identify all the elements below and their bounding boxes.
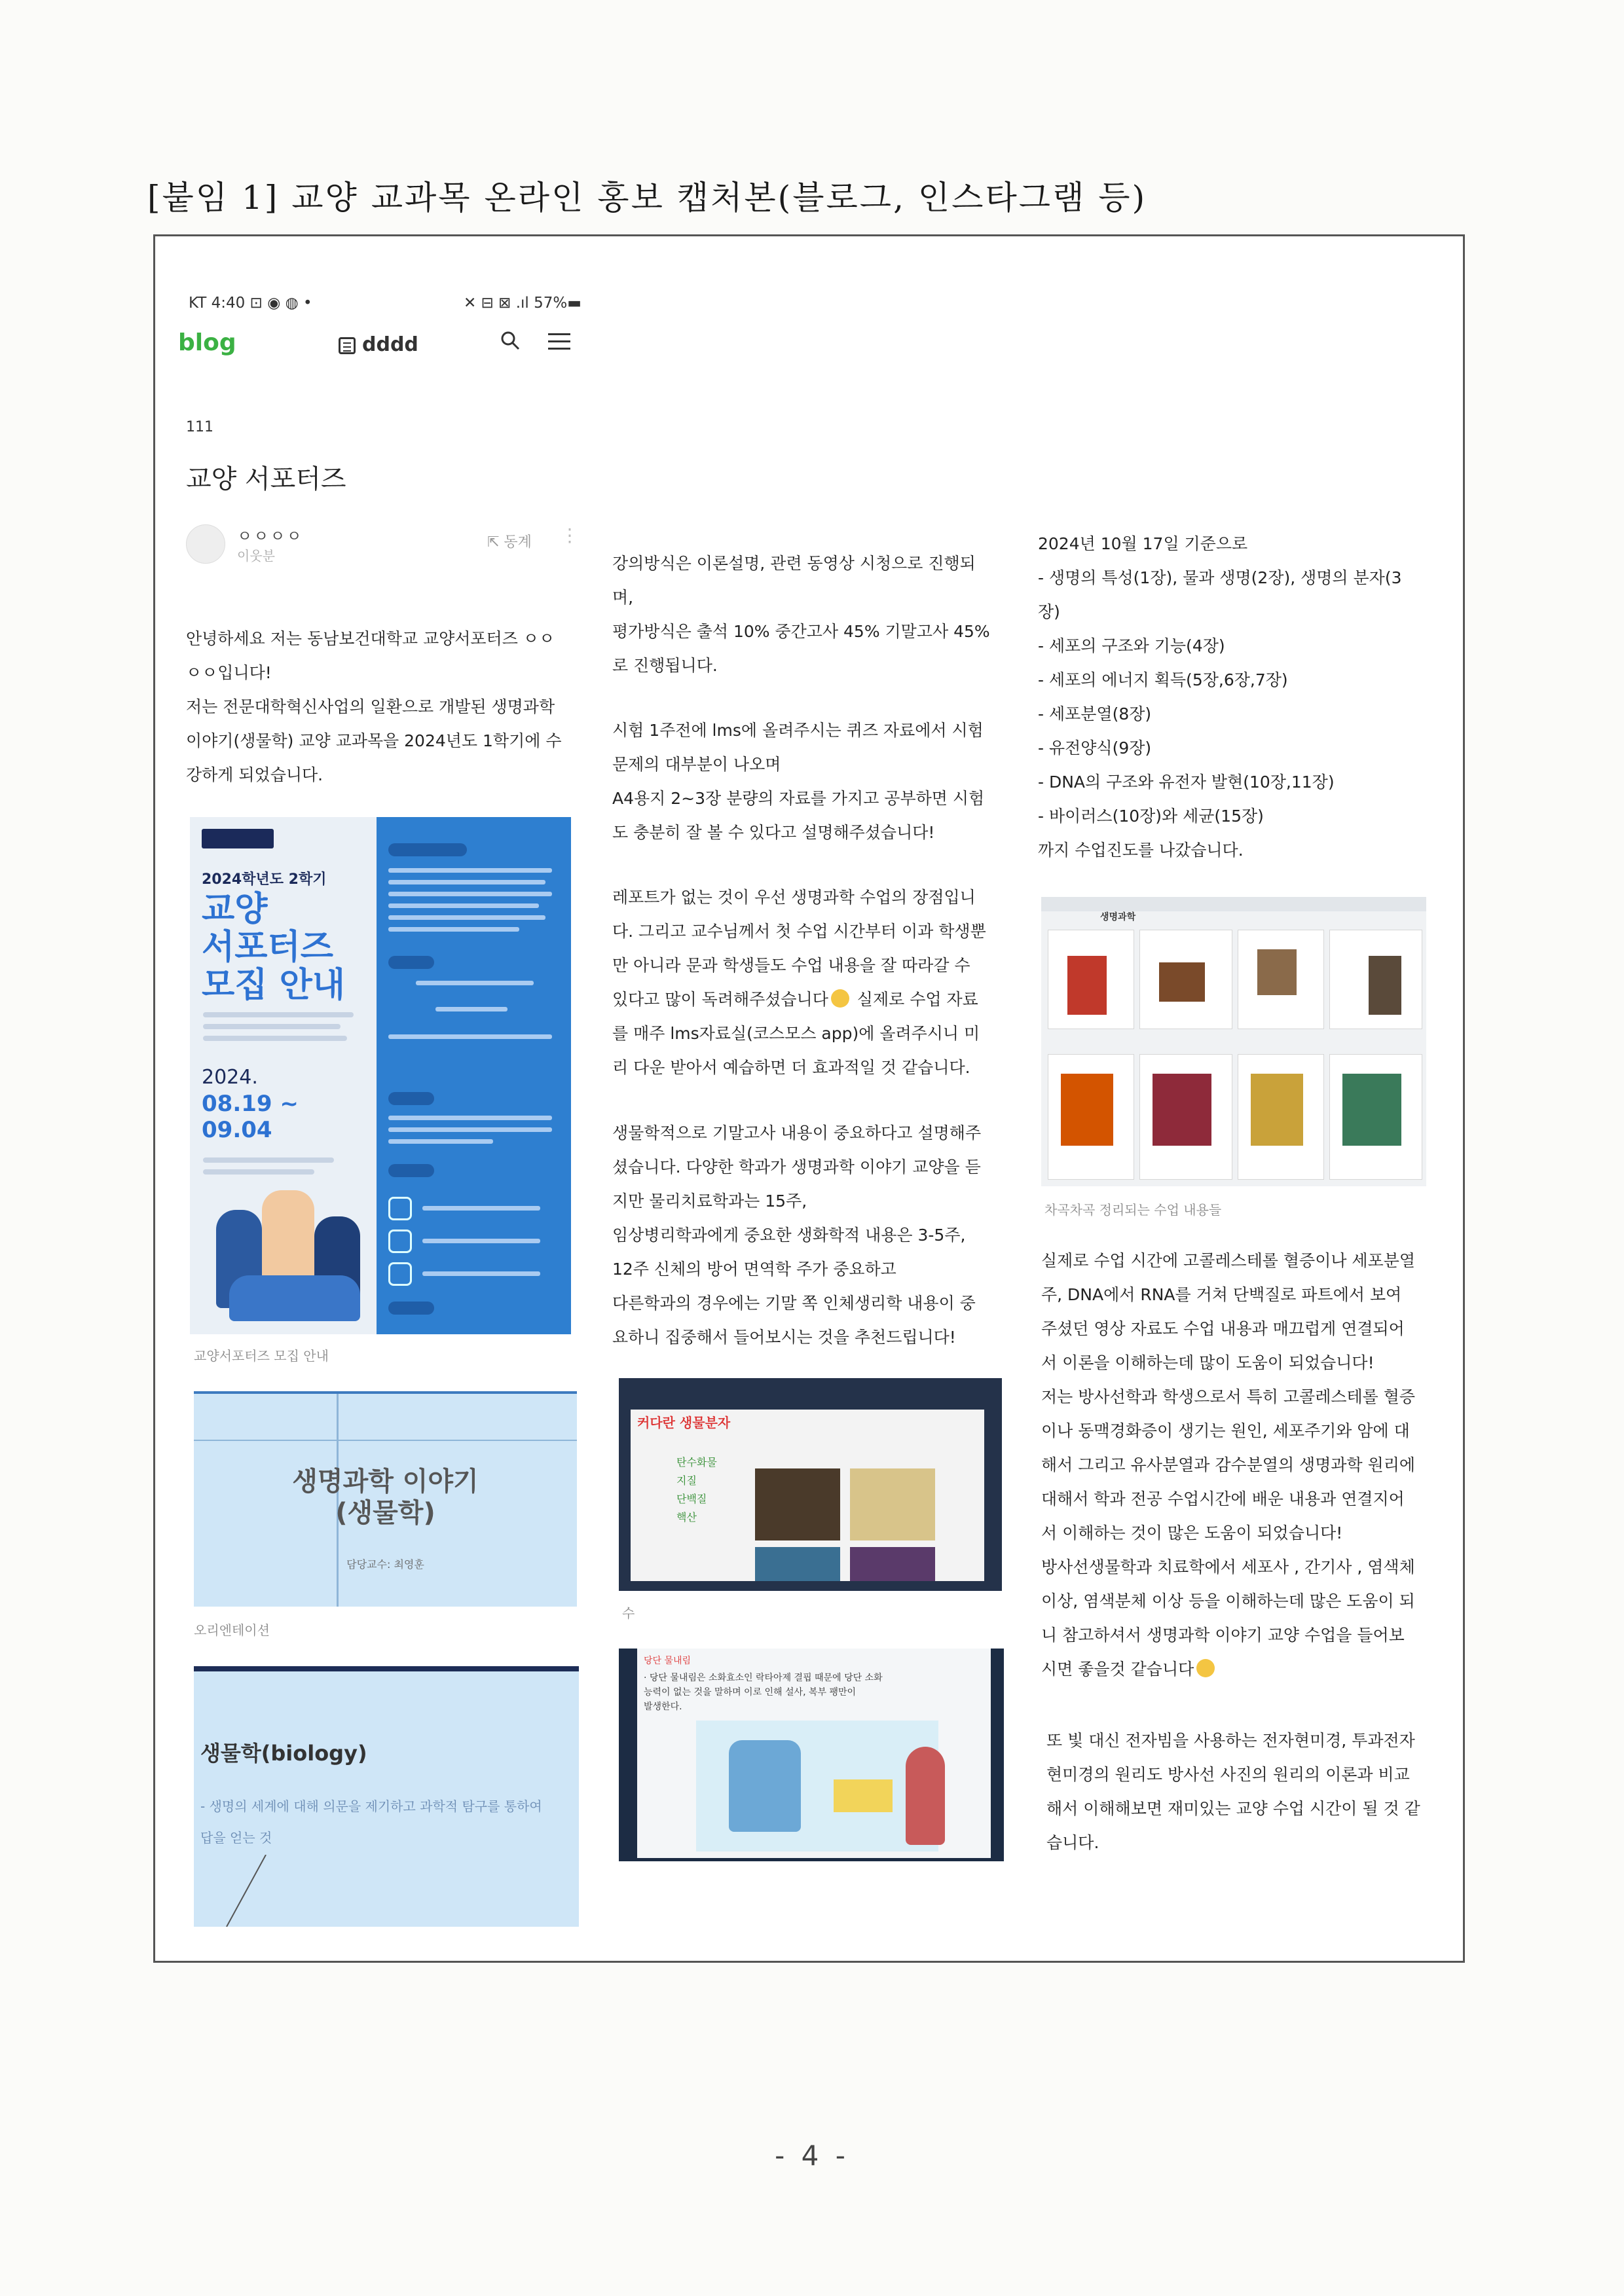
text-line: 방사선생물학과 치료학에서 세포사 , 간기사 , 염색체: [1041, 1558, 1415, 1576]
text-line: 로 진행됩니다.: [612, 656, 718, 675]
slide-body-line: 답을 얻는 것: [200, 1830, 272, 1846]
text-line: 를 매주 lms자료실(코스모스 app)에 올려주시니 미: [612, 1024, 980, 1043]
more-options-icon[interactable]: ⋮: [561, 524, 579, 546]
poster-term: 2024학년도 2학기: [202, 871, 327, 888]
document-heading: [붙임 1] 교양 교과목 온라인 홍보 캡처본(블로그, 인스타그램 등): [147, 179, 1147, 217]
pointer-line: [220, 1855, 272, 1927]
text-line: 도 충분히 잘 볼 수 있다고 설명해주셨습니다!: [612, 823, 935, 842]
cell-photo: [755, 1547, 840, 1581]
text-line: 셨습니다. 다양한 학과가 생명과학 이야기 교양을 듣: [612, 1157, 981, 1176]
poster-title-line: 서포터즈: [202, 928, 333, 967]
poster-right-panel: [377, 817, 571, 1334]
text-line: 임상병리학과에게 중요한 생화학적 내용은 3-5주,: [612, 1226, 966, 1245]
blog-header: [178, 325, 579, 365]
slide-body-line: · 당단 물내림은 소화효소인 락타아제 결핍 때문에 당단 소화: [644, 1673, 883, 1683]
food-photo: [850, 1468, 935, 1540]
food-photo: [755, 1468, 840, 1540]
slide-title-line: (생물학): [335, 1498, 435, 1528]
slide-item: 핵산: [676, 1511, 697, 1523]
slide-item: 단백질: [676, 1493, 707, 1505]
text-fragment: 있다고 많이 독려해주셨습니다: [612, 990, 828, 1009]
text-line: 까지 수업진도를 나갔습니다.: [1038, 841, 1244, 860]
text-line: 대해서 학과 전공 수업시간에 배운 내용과 연결지어: [1041, 1489, 1405, 1508]
text-line: 습니다.: [1046, 1833, 1099, 1852]
poster-left-panel: [190, 817, 377, 1334]
text-line: 강의방식은 이론설명, 관련 동영상 시청으로 진행되: [612, 554, 976, 573]
slide-instructor: 담당교수: 최영훈: [346, 1558, 424, 1571]
text-line: 문제의 대부분이 나오며: [612, 755, 781, 774]
text-line: 서 이해하는 것이 많은 도움이 되었습니다!: [1041, 1523, 1343, 1542]
text-line: - 바이러스(10장)와 세균(15장): [1038, 807, 1264, 826]
menu-icon[interactable]: [548, 333, 570, 353]
recruitment-poster-image[interactable]: [190, 817, 571, 1334]
microscope-paragraph: [1046, 1724, 1420, 1860]
lactose-intolerance-slide-photo[interactable]: [619, 1649, 1004, 1861]
blog-id-link[interactable]: [339, 333, 418, 356]
text-line: 현미경의 원리도 방사선 사진의 원리의 이론과 비교: [1046, 1765, 1410, 1784]
text-line: 실제로 수업 시간에 고콜레스테롤 혈증이나 세포분열: [1041, 1251, 1416, 1270]
text-line: [1041, 1652, 1415, 1686]
text-line: 주셨던 영상 자료도 수업 내용과 매끄럽게 연결되어: [1041, 1319, 1405, 1338]
slide-title: 생물학(biology): [200, 1741, 367, 1766]
author-name[interactable]: ㅇㅇㅇㅇ: [237, 527, 303, 545]
text-line: 서 이론을 이해하는데 많이 도움이 되었습니다!: [1041, 1353, 1375, 1372]
text-line: 레포트가 없는 것이 우선 생명과학 수업의 장점입니: [612, 888, 976, 907]
text-line: 지만 물리치료학과는 15주,: [612, 1192, 807, 1211]
slide-title: 커다란 생물분자: [637, 1415, 731, 1430]
milk-jug-illustration: [729, 1740, 801, 1832]
text-line: ㅇㅇ입니다!: [186, 663, 272, 682]
report-paragraph: [612, 881, 986, 1085]
blog-logo[interactable]: blog: [178, 329, 236, 356]
university-logo: [202, 829, 274, 848]
slide-title-line: 생명과학 이야기: [292, 1467, 479, 1497]
poster-date-sep: ~: [280, 1091, 299, 1117]
text-line: - 유전양식(9장): [1038, 738, 1152, 757]
page-number: - 4 -: [775, 2140, 849, 2172]
slide-body-line: - 생명의 세계에 대해 의문을 제기하고 과학적 탐구를 통하여: [200, 1798, 542, 1814]
text-line: 장): [1038, 602, 1060, 621]
text-line: 주, DNA에서 RNA를 거쳐 단백질로 파트에서 보여: [1041, 1285, 1402, 1304]
status-bar: [189, 295, 581, 318]
slide-title: [194, 1466, 577, 1529]
slide3-caption: 수: [622, 1605, 635, 1621]
cheese-illustration: [834, 1779, 893, 1812]
avatar[interactable]: [186, 524, 225, 564]
search-icon[interactable]: [500, 331, 520, 350]
smile-emoji-icon: [1196, 1659, 1215, 1677]
cell-photo: [850, 1547, 935, 1581]
slide-title: 당단 물내림: [644, 1656, 692, 1666]
lecture-title-slide-image[interactable]: [194, 1391, 577, 1607]
text-line: 생물학적으로 기말고사 내용이 중요하다고 설명해주: [612, 1123, 982, 1142]
intro-paragraph: [186, 622, 561, 792]
text-line: 안녕하세요 저는 동남보건대학교 교양서포터즈 ㅇㅇ: [186, 629, 555, 648]
poster-date-end: 09.04: [202, 1117, 272, 1143]
text-line: 다른학과의 경우에는 기말 쪽 인체생리학 내용이 중: [612, 1294, 976, 1313]
text-line: 만 아니라 문과 학생들도 수업 내용을 잘 따라갈 수: [612, 956, 970, 975]
lecture-method-paragraph: [612, 547, 990, 683]
text-line: - 세포분열(8장): [1038, 704, 1152, 723]
text-line: 해서 이해해보면 재미있는 교양 수업 시간이 될 것 같: [1046, 1799, 1420, 1818]
lecture-notes-collage-image[interactable]: [1041, 897, 1426, 1186]
slide-body-line: 발생한다.: [644, 1702, 682, 1712]
list-icon: [339, 337, 356, 354]
collage-caption: 차곡차곡 정리되는 수업 내용들: [1044, 1202, 1222, 1218]
collage-toolbar: [1041, 897, 1426, 911]
text-line: - DNA의 구조와 유전자 발현(10장,11장): [1038, 773, 1335, 792]
text-line: A4용지 2~3장 분량의 자료를 가지고 공부하면 시험: [612, 789, 985, 808]
text-line: 이나 동맥경화증이 생기는 원인, 세포주기와 암에 대: [1041, 1421, 1410, 1440]
progress-paragraph: [1038, 527, 1401, 867]
slide1-caption: 오리엔테이션: [194, 1622, 270, 1638]
slide-item: 지질: [676, 1474, 697, 1487]
text-line: 요하니 집중해서 들어보시는 것을 추천드립니다!: [612, 1328, 956, 1347]
text-line: 2024년 10월 17일 기준으로: [1038, 534, 1248, 553]
text-line: 다. 그리고 교수님께서 첫 수업 시간부터 이과 학생뿐: [612, 922, 986, 941]
poster-title: [202, 890, 345, 1004]
post-title: 교양 서포터즈: [186, 464, 346, 494]
post-category[interactable]: 111: [186, 419, 213, 435]
slide-screen: [631, 1410, 984, 1581]
exam-focus-paragraph: [612, 1116, 981, 1355]
review-paragraph: [1041, 1244, 1415, 1686]
text-line: 12주 신체의 방어 면역학 주가 중요하고: [612, 1260, 896, 1279]
status-carrier-time: KT 4:40 ⊡ ◉ ◍ •: [189, 295, 312, 312]
author-row: [186, 520, 579, 573]
exam-paragraph: [612, 714, 984, 850]
poster-date-start: 08.19: [202, 1091, 272, 1117]
poster-caption: 교양서포터즈 모집 안내: [194, 1348, 329, 1364]
slide-item: 탄수화물: [676, 1456, 717, 1468]
text-line: 시험 1주전에 lms에 올려주시는 퀴즈 자료에서 시험: [612, 721, 984, 740]
smile-emoji-icon: [831, 989, 849, 1008]
text-line: 강하게 되었습니다.: [186, 765, 323, 784]
text-line: 니 참고하셔서 생명과학 이야기 교양 수업을 들어보: [1041, 1626, 1405, 1645]
text-line: 평가방식은 출석 10% 중간고사 45% 기말고사 45%: [612, 622, 990, 641]
poster-title-line: 교양: [202, 890, 268, 929]
text-line: - 세포의 구조와 기능(4장): [1038, 636, 1225, 655]
text-line: 또 빛 대신 전자빔을 사용하는 전자현미경, 투과전자: [1046, 1731, 1415, 1750]
text-line: 이야기(생물학) 교양 교과목을 2024년도 1학기에 수: [186, 731, 562, 750]
text-fragment: 시면 좋을것 같습니다: [1041, 1660, 1194, 1679]
text-line: - 세포의 에너지 획득(5장,6장,7장): [1038, 670, 1288, 689]
slide-body: [644, 1671, 883, 1714]
author-subtitle: 이웃분: [237, 548, 275, 564]
text-line: 이상, 염색분체 이상 등을 이해하는데 많은 도움이 되: [1041, 1592, 1415, 1611]
text-fragment: 실제로 수업 자료: [851, 990, 978, 1009]
biomolecule-slide-photo[interactable]: [619, 1378, 1002, 1591]
text-line: 리 다운 받아서 예습하면 더 효과적일 것 같습니다.: [612, 1058, 970, 1077]
slide-screen: [637, 1649, 991, 1858]
poster-title-line: 모집 안내: [202, 966, 346, 1005]
collage-title: 생명과학: [1100, 912, 1136, 922]
status-indicators: ✕ ⊟ ⊠ .ıl 57%▬: [463, 295, 581, 312]
text-line: 해서 그리고 유사분열과 감수분열의 생명과학 원리에: [1041, 1455, 1416, 1474]
text-line: - 생명의 특성(1장), 물과 생명(2장), 생명의 분자(3: [1038, 568, 1402, 587]
person-illustration: [906, 1747, 945, 1845]
poster-year: 2024.: [202, 1066, 258, 1089]
slide-body-line: 능력이 없는 것을 말하며 이로 인해 설사, 복부 팽만이: [644, 1687, 857, 1698]
blog-id-label: dddd: [362, 333, 418, 356]
text-line: [612, 983, 986, 1017]
share-button[interactable]: ⇱ 동계: [487, 534, 532, 551]
poster-dates: [202, 1091, 299, 1143]
text-line: 저는 방사선학과 학생으로서 특히 고콜레스테롤 혈증: [1041, 1387, 1416, 1406]
text-line: 저는 전문대학혁신사업의 일환으로 개발된 생명과학: [186, 697, 555, 716]
text-line: 며,: [612, 588, 634, 607]
slide-body: [200, 1791, 542, 1853]
biology-definition-slide-image[interactable]: [194, 1666, 579, 1927]
